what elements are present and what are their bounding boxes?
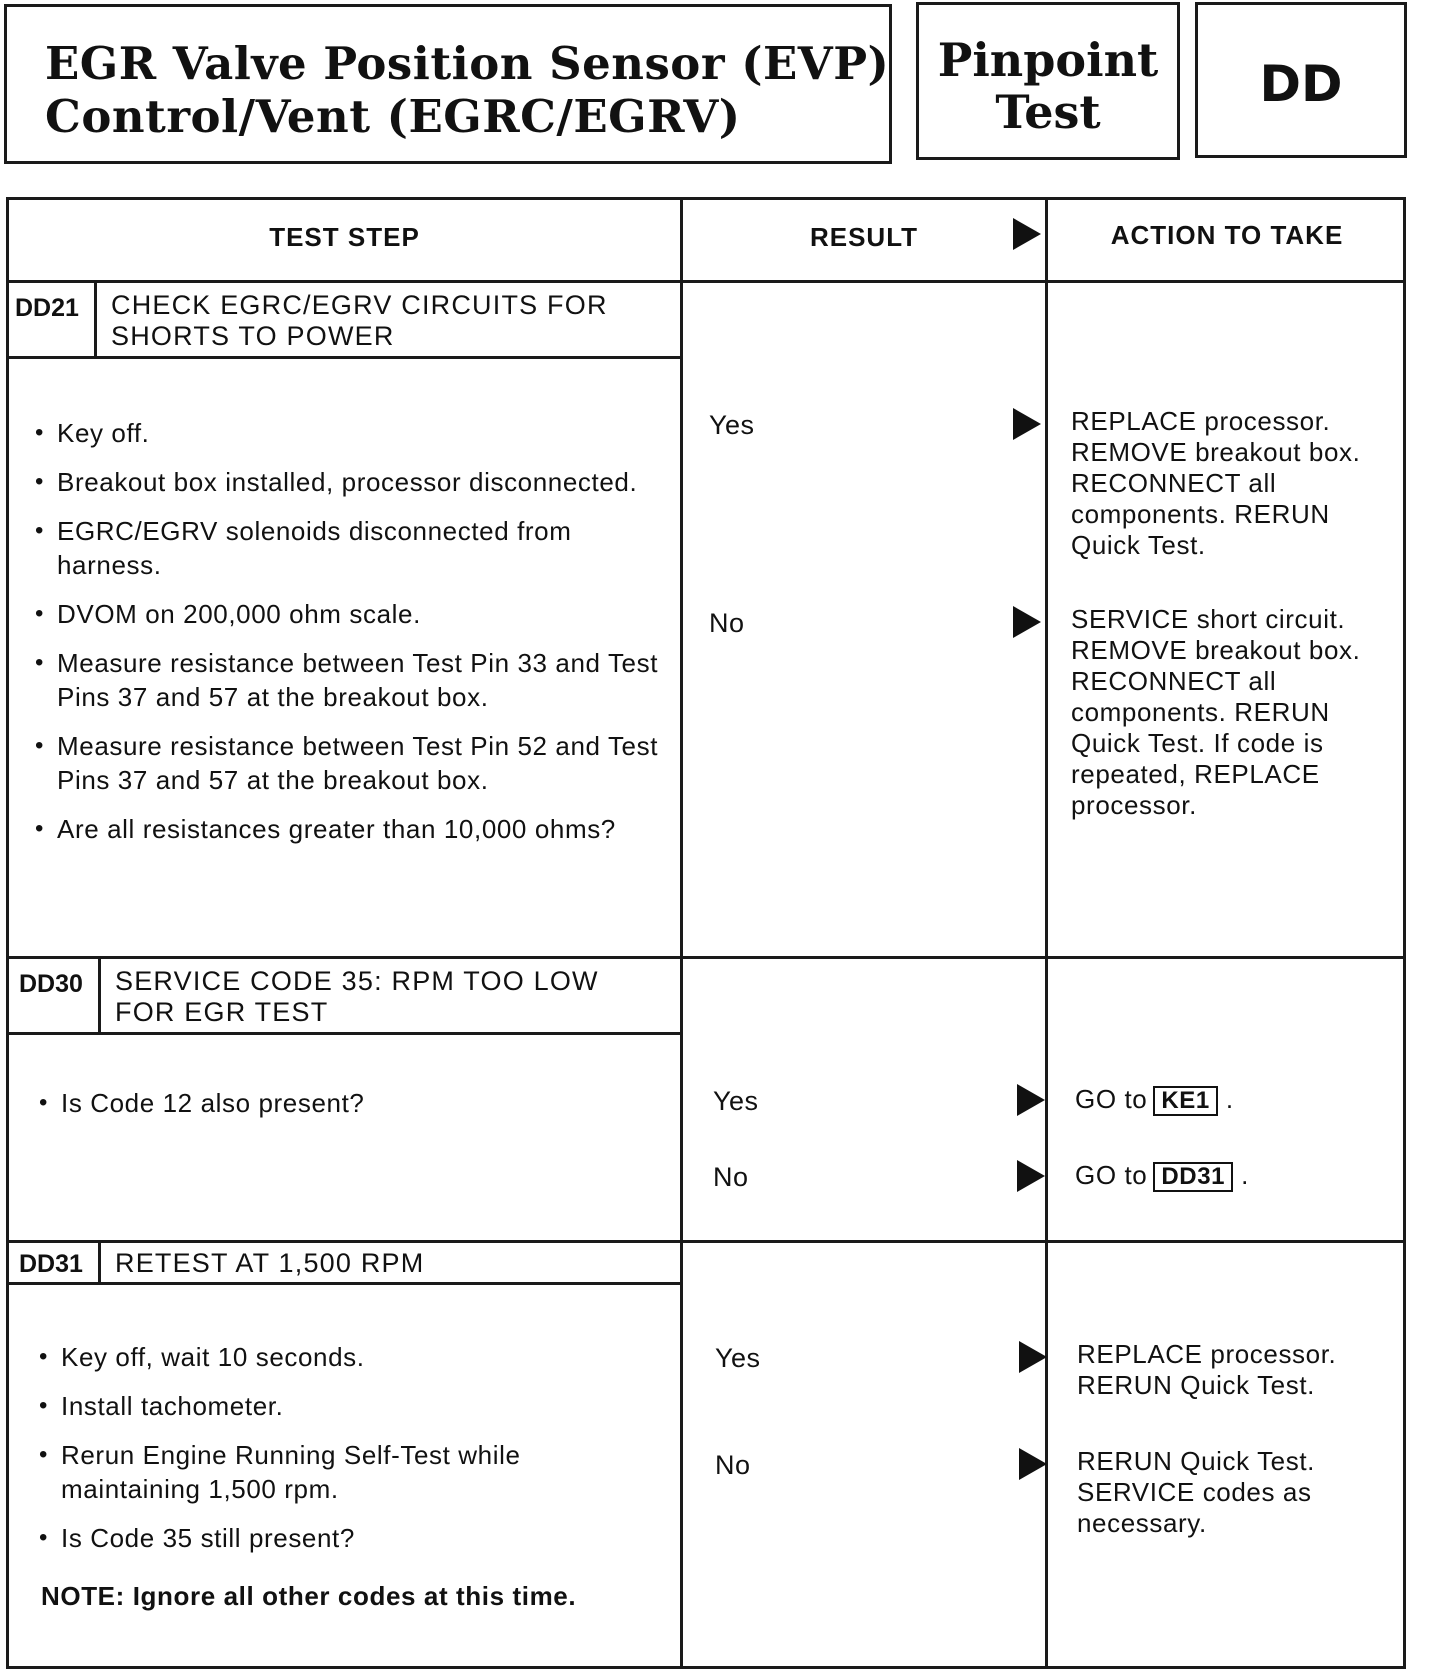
step-id: DD21 bbox=[15, 294, 79, 322]
step-instructions bbox=[35, 416, 665, 861]
step-divider bbox=[9, 956, 1403, 959]
goto-suffix: . bbox=[1225, 1084, 1234, 1114]
goto-suffix: . bbox=[1241, 1160, 1249, 1190]
step-note: NOTE: Ignore all other codes at this time. bbox=[41, 1581, 577, 1611]
header-row-divider bbox=[9, 280, 1403, 283]
goto-reference[interactable]: DD31 bbox=[1153, 1162, 1233, 1192]
result-arrow-icon bbox=[1013, 606, 1041, 638]
test-type-line-2: Test bbox=[995, 85, 1101, 139]
instruction-item: • Key off. bbox=[35, 416, 665, 450]
step-id: DD31 bbox=[19, 1250, 83, 1278]
step-id-divider bbox=[94, 280, 97, 356]
instruction-item: • Are all resistances greater than 10,000 ohms? bbox=[35, 812, 665, 846]
instruction-item: • Is Code 35 still present? bbox=[39, 1521, 659, 1555]
result-label: No bbox=[715, 1450, 751, 1480]
column-header-test-step: TEST STEP bbox=[269, 222, 420, 252]
action-text: RERUN Quick Test. SERVICE codes as necessary. bbox=[1077, 1446, 1315, 1538]
column-divider-test-result bbox=[680, 200, 683, 1666]
result-arrow-icon bbox=[1017, 1084, 1045, 1116]
instruction-item: • Breakout box installed, processor disconnected. bbox=[35, 465, 665, 499]
column-header-action: ACTION TO TAKE bbox=[1110, 220, 1344, 250]
step-id: DD30 bbox=[19, 970, 83, 998]
step-title-divider bbox=[9, 1282, 683, 1285]
test-type-box bbox=[916, 2, 1180, 160]
test-code-box bbox=[1195, 2, 1407, 158]
result-label: No bbox=[709, 608, 745, 638]
step-id-divider bbox=[98, 1240, 101, 1282]
result-label: No bbox=[713, 1162, 749, 1192]
instruction-item: • EGRC/EGRV solenoids disconnected from harness. bbox=[35, 514, 665, 582]
result-label: Yes bbox=[713, 1086, 759, 1116]
instruction-item: • Install tachometer. bbox=[39, 1389, 659, 1423]
goto-reference[interactable]: KE1 bbox=[1153, 1086, 1218, 1116]
step-instructions bbox=[39, 1086, 659, 1135]
step-divider bbox=[9, 1240, 1403, 1243]
instruction-item: • DVOM on 200,000 ohm scale. bbox=[35, 597, 665, 631]
action-text: REPLACE processor. RERUN Quick Test. bbox=[1077, 1339, 1337, 1400]
step-title: SERVICE CODE 35: RPM TOO LOW FOR EGR TEST bbox=[115, 966, 599, 1027]
step-instructions bbox=[39, 1340, 659, 1570]
step-title-divider bbox=[9, 1032, 683, 1035]
instruction-item: • Is Code 12 also present? bbox=[39, 1086, 659, 1120]
result-label: Yes bbox=[709, 410, 755, 440]
step-id-divider bbox=[98, 956, 101, 1032]
step-title: RETEST AT 1,500 RPM bbox=[115, 1248, 425, 1278]
page-title-line-2: Control/Vent (EGRC/EGRV) bbox=[45, 90, 741, 143]
action-goto bbox=[1075, 1084, 1395, 1116]
result-arrow-icon bbox=[1013, 218, 1041, 250]
action-goto bbox=[1075, 1160, 1395, 1192]
result-arrow-icon bbox=[1017, 1160, 1045, 1192]
page-title-line-1: EGR Valve Position Sensor (EVP) bbox=[45, 37, 890, 90]
goto-prefix: GO to bbox=[1075, 1160, 1148, 1190]
test-code: DD bbox=[1259, 55, 1343, 113]
result-arrow-icon bbox=[1019, 1341, 1047, 1373]
instruction-item: • Measure resistance between Test Pin 33 and Test Pins 37 and 57 at the breakout box. bbox=[35, 646, 665, 714]
instruction-item: • Rerun Engine Running Self-Test while maintaining 1,500 rpm. bbox=[39, 1438, 659, 1506]
column-header-result: RESULT bbox=[809, 222, 919, 252]
result-label: Yes bbox=[715, 1343, 761, 1373]
result-arrow-icon bbox=[1019, 1448, 1047, 1480]
test-type-line-1: Pinpoint bbox=[937, 33, 1159, 87]
action-text: SERVICE short circuit. REMOVE breakout box. RECONNECT all components. RERUN Quick Test. If code is repeated, REPLACE processor. bbox=[1071, 604, 1361, 820]
instruction-item: • Measure resistance between Test Pin 52 and Test Pins 37 and 57 at the breakout box. bbox=[35, 729, 665, 797]
step-title: CHECK EGRC/EGRV CIRCUITS FOR SHORTS TO POWER bbox=[111, 290, 608, 351]
action-text: REPLACE processor. REMOVE breakout box. RECONNECT all components. RERUN Quick Test. bbox=[1071, 406, 1361, 560]
result-arrow-icon bbox=[1013, 408, 1041, 440]
title-box bbox=[4, 4, 892, 164]
column-divider-result-action bbox=[1045, 200, 1048, 1666]
step-title-divider bbox=[9, 356, 683, 359]
goto-prefix: GO to bbox=[1075, 1084, 1148, 1114]
pinpoint-test-table bbox=[6, 197, 1406, 1669]
instruction-item: • Key off, wait 10 seconds. bbox=[39, 1340, 659, 1374]
